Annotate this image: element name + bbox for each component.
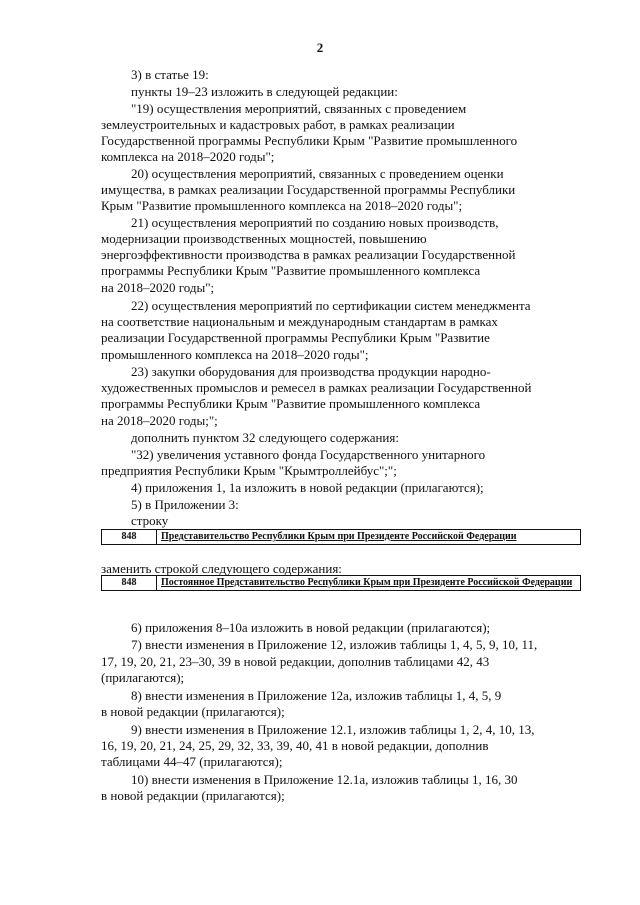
replace-line: заменить строкой следующего содержания: [101,561,342,576]
text-line: землеустроительных и кадастровых работ, в рамках реализации [101,117,455,132]
text-line: 10) внести изменения в Приложение 12.1а, изложив таблицы 1, 16, 30 [131,772,518,787]
old-row-table [101,529,581,545]
text-line: таблицами 44–47 (прилагаются); [101,754,283,769]
text-line: (прилагаются); [101,670,185,685]
new-row-table [101,575,581,591]
text-line: 23) закупки оборудования для производства продукции народно- [131,364,491,379]
text-line: энергоэффективности производства в рамках реализации Государственной [101,247,516,262]
table-row [102,530,581,545]
text-line: 16, 19, 20, 21, 24, 25, 29, 32, 33, 39, 40, 41 в новой редакции, дополнив [101,738,489,753]
text-line: 17, 19, 20, 21, 23–30, 39 в новой редакции, дополнив таблицами 42, 43 [101,654,490,669]
text-line: в новой редакции (прилагаются); [101,704,285,719]
page-number: 2 [316,40,324,55]
row-text: Постоянное Представительство Республики Крым при Президенте Российской Федерации [157,576,581,591]
text-line: 7) внести изменения в Приложение 12, изложив таблицы 1, 4, 5, 9, 10, 11, [131,637,538,652]
text-line: модернизации производственных мощностей, повышению [101,231,427,246]
text-line: в новой редакции (прилагаются); [101,788,285,803]
text-line: "32) увеличения уставного фонда Государственного унитарного [131,447,486,462]
text-line: реализации Государственной программы Республики Крым "Развитие [101,330,490,345]
text-line: комплекса на 2018–2020 годы"; [101,149,275,164]
text-line: промышленного комплекса на 2018–2020 годы"; [101,347,369,362]
text-line: пункты 19–23 изложить в следующей редакции: [131,84,398,99]
text-line: 5) в Приложении 3: [131,497,239,512]
row-code: 848 [102,530,157,545]
text-line: 6) приложения 8–10а изложить в новой редакции (прилагаются); [131,620,491,635]
text-line: художественных промыслов и ремесел в рамках реализации Государственной [101,380,532,395]
text-line: 8) внести изменения в Приложение 12а, изложив таблицы 1, 4, 5, 9 [131,688,502,703]
text-line: строку [131,513,169,528]
text-line: имущества, в рамках реализации Государственной программы Республики [101,182,516,197]
text-line: на соответствие национальным и международным стандартам в рамках [101,314,498,329]
text-line: на 2018–2020 годы;"; [101,413,218,428]
text-line: программы Республики Крым "Развитие промышленного комплекса [101,396,481,411]
text-line: предприятия Республики Крым "Крымтроллейбус";"; [101,463,397,478]
text-line: 4) приложения 1, 1а изложить в новой редакции (прилагаются); [131,480,484,495]
text-line: 9) внести изменения в Приложение 12.1, изложив таблицы 1, 2, 4, 10, 13, [131,722,535,737]
text-line: 20) осуществления мероприятий, связанных с проведением оценки [131,166,504,181]
table-row [102,576,581,591]
text-line: 21) осуществления мероприятий по созданию новых производств, [131,215,499,230]
text-line: на 2018–2020 годы"; [101,280,215,295]
text-line: Крым "Развитие промышленного комплекса на 2018–2020 годы"; [101,198,463,213]
text-line: Государственной программы Республики Крым "Развитие промышленного [101,133,518,148]
text-line: 3) в статье 19: [131,67,209,82]
text-line: программы Республики Крым "Развитие промышленного комплекса [101,263,481,278]
row-text: Представительство Республики Крым при Президенте Российской Федерации [157,530,581,545]
text-line: дополнить пунктом 32 следующего содержания: [131,430,399,445]
text-line: 22) осуществления мероприятий по сертификации систем менеджмента [131,298,531,313]
row-code: 848 [102,576,157,591]
text-line: "19) осуществления мероприятий, связанных с проведением [131,101,467,116]
